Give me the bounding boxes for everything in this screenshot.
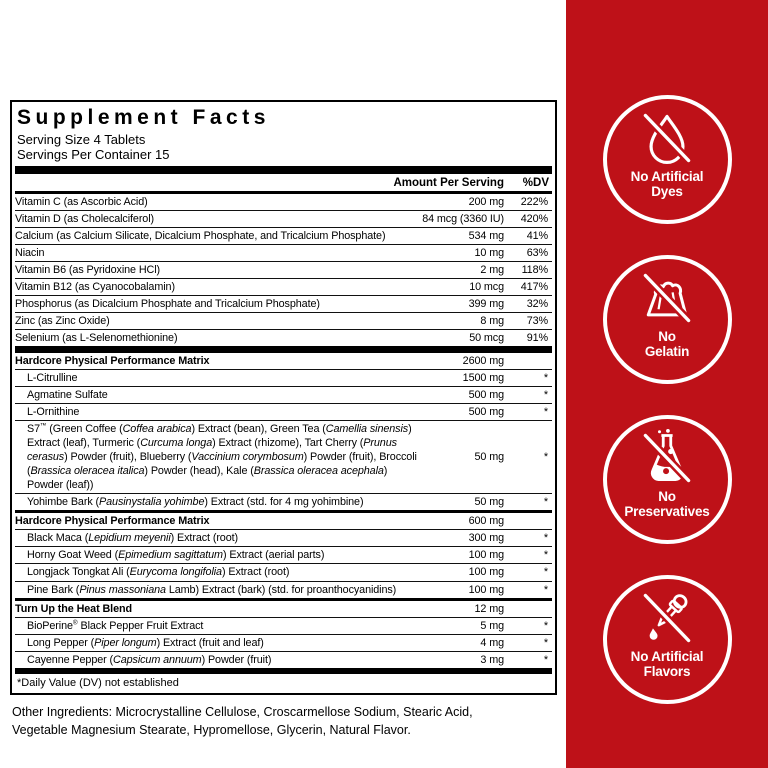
ingredient-amount: 100 mg: [468, 583, 504, 596]
benefit-badge: [603, 415, 732, 544]
ingredient-name: Yohimbe Bark (Pausinystalia yohimbe) Extract (std. for 4 mg yohimbine): [27, 496, 364, 509]
dv-footnote: *Daily Value (DV) not established: [15, 668, 552, 693]
ingredient-row: [15, 510, 552, 529]
ingredient-amount: 84 mcg (3360 IU): [422, 212, 504, 225]
badge-label: [645, 329, 689, 359]
ingredient-name: Black Maca (Lepidium meyenii) Extract (root): [27, 532, 239, 545]
ingredient-amount: 8 mg: [480, 315, 504, 328]
benefit-badge: [603, 255, 732, 384]
ingredient-name: Agmatine Sulfate: [27, 389, 108, 402]
ingredient-name: Vitamin B6 (as Pyridoxine HCl): [15, 263, 161, 276]
supplement-facts-title: Supplement Facts: [17, 106, 270, 129]
badge-label-line1: No Artificial: [630, 169, 704, 184]
ingredient-row: [15, 295, 552, 312]
amount-per-serving-header: Amount Per Serving: [393, 176, 504, 189]
ingredient-row: [15, 386, 552, 403]
ingredient-dv: *: [543, 566, 548, 579]
ingredient-row: [15, 278, 552, 295]
ingredient-amount: 100 mg: [468, 549, 504, 562]
ingredient-row: [15, 227, 552, 244]
ingredient-row: [15, 403, 552, 420]
ingredient-dv: *: [543, 372, 548, 385]
ingredient-amount: 100 mg: [468, 566, 504, 579]
ingredient-name: Turn Up the Heat Blend: [15, 602, 132, 615]
ingredient-name: Zinc (as Zinc Oxide): [15, 315, 110, 328]
badge-label: [631, 649, 704, 679]
ingredient-amount: 4 mg: [480, 636, 504, 649]
ingredient-row: [15, 581, 552, 598]
ingredient-row: [15, 329, 552, 346]
no-artificial-flavors-dropper-icon: [637, 588, 697, 648]
supplement-facts-panel: [10, 100, 557, 695]
ingredient-row: [15, 194, 552, 210]
ingredient-row: [15, 261, 552, 278]
ingredient-dv: *: [543, 451, 548, 464]
ingredient-row: [15, 546, 552, 563]
ingredient-dv: *: [543, 389, 548, 402]
ingredient-name: S7™ (Green Coffee (Coffea arabica) Extract (bean), Green Tea (Camellia sinensis) Extract (leaf), Turmeric (Curcuma longa) Extract (rhizome), Tart Cherry (Prunus cerasus) Powder (fruit), Blueberry (Vaccinium corymbosum) Powder (fruit), Broccoli (Brassica oleracea italica) Powder (head), Kale (Brassica oleracea acephala) Powder (leaf)): [27, 422, 417, 492]
other-ingredients: Other Ingredients: Microcrystalline Cellulose, Croscarmellose Sodium, Stearic Acid, Vegetable Magnesium Stearate, Hypromellose, Glycerin, Natural Flavor.: [12, 704, 473, 737]
ingredient-name: Longjack Tongkat Ali (Eurycoma longifolia) Extract (root): [27, 566, 290, 579]
ingredient-dv: 63%: [526, 246, 548, 259]
ingredient-dv: 420%: [520, 212, 548, 225]
ingredient-name: Pine Bark (Pinus massoniana Lamb) Extract (bark) (std. for proanthocyanidins): [27, 583, 397, 596]
ingredient-amount: 3 mg: [480, 653, 504, 666]
dv-header: %DV: [522, 176, 549, 189]
ingredient-amount: 50 mg: [474, 451, 504, 464]
badge-label-line1: No: [658, 329, 676, 344]
ingredient-name: Selenium (as L-Selenomethionine): [15, 332, 178, 345]
ingredient-name: Long Pepper (Piper longum) Extract (fruit and leaf): [27, 636, 264, 649]
ingredient-dv: *: [543, 532, 548, 545]
ingredient-name: Vitamin B12 (as Cyanocobalamin): [15, 280, 175, 293]
ingredient-name: L-Citrulline: [27, 372, 78, 385]
ingredient-name: Cayenne Pepper (Capsicum annuum) Powder (fruit): [27, 653, 272, 666]
thick-divider: [15, 166, 552, 174]
ingredient-amount: 399 mg: [468, 297, 504, 310]
benefit-badge: [603, 95, 732, 224]
ingredient-row: [15, 493, 552, 510]
ingredient-amount: 10 mg: [474, 246, 504, 259]
ingredient-dv: *: [543, 583, 548, 596]
no-preservatives-flask-icon: [637, 428, 697, 488]
ingredient-amount: 300 mg: [468, 532, 504, 545]
ingredient-row: [15, 634, 552, 651]
ingredient-dv: *: [543, 653, 548, 666]
ingredient-row: [15, 529, 552, 546]
ingredient-row: [15, 312, 552, 329]
ingredient-dv: *: [543, 619, 548, 632]
ingredient-amount: 5 mg: [480, 619, 504, 632]
ingredient-rows: [15, 194, 552, 668]
ingredient-name: Phosphorus (as Dicalcium Phosphate and Tricalcium Phosphate): [15, 297, 320, 310]
benefit-badge: [603, 575, 732, 704]
ingredient-amount: 2600 mg: [462, 355, 504, 368]
ingredient-amount: 10 mcg: [469, 280, 504, 293]
ingredient-amount: 12 mg: [474, 602, 504, 615]
ingredient-amount: 2 mg: [480, 263, 504, 276]
ingredient-dv: 91%: [526, 332, 548, 345]
ingredient-name: Niacin: [15, 246, 45, 259]
ingredient-name: Hardcore Physical Performance Matrix: [15, 515, 210, 528]
ingredient-dv: *: [543, 636, 548, 649]
ingredient-dv: 32%: [526, 297, 548, 310]
ingredient-row: [15, 420, 552, 493]
badge-label: [624, 489, 709, 519]
badge-label-line1: No: [658, 489, 676, 504]
badge-label-line2: Gelatin: [644, 344, 690, 360]
ingredient-amount: 1500 mg: [462, 372, 504, 385]
ingredient-amount: 500 mg: [468, 389, 504, 402]
ingredient-row: [15, 346, 552, 369]
ingredient-amount: 534 mg: [468, 229, 504, 242]
ingredient-dv: 73%: [526, 315, 548, 328]
no-artificial-dyes-droplet-icon: [637, 108, 697, 168]
ingredient-amount: 600 mg: [468, 515, 504, 528]
badge-label-line1: No Artificial: [630, 649, 704, 664]
ingredient-dv: 41%: [526, 229, 548, 242]
ingredient-row: [15, 598, 552, 617]
ingredient-row: [15, 617, 552, 634]
ingredient-amount: 200 mg: [468, 195, 504, 208]
ingredient-name: BioPerine® Black Pepper Fruit Extract: [27, 618, 204, 632]
ingredient-name: Horny Goat Weed (Epimedium sagittatum) Extract (aerial parts): [27, 549, 325, 562]
servings-per-container: Servings Per Container 15: [17, 147, 170, 163]
ingredient-name: Vitamin D (as Cholecalciferol): [15, 212, 155, 225]
ingredient-amount: 50 mg: [474, 496, 504, 509]
ingredient-name: Calcium (as Calcium Silicate, Dicalcium Phosphate, and Tricalcium Phosphate): [15, 229, 386, 242]
badge-label-line2: Dyes: [651, 184, 683, 200]
ingredient-dv: 417%: [520, 280, 548, 293]
ingredient-dv: *: [543, 406, 548, 419]
no-gelatin-icon: [637, 268, 697, 328]
badge-label-line2: Flavors: [643, 664, 691, 680]
ingredient-dv: 222%: [520, 195, 548, 208]
ingredient-amount: 50 mcg: [469, 332, 504, 345]
ingredient-row: [15, 244, 552, 261]
ingredient-dv: 118%: [521, 263, 548, 276]
supplement-label: [10, 100, 557, 739]
ingredient-name: Vitamin C (as Ascorbic Acid): [15, 195, 148, 208]
ingredient-name: Hardcore Physical Performance Matrix: [15, 355, 210, 368]
serving-size: Serving Size 4 Tablets: [17, 132, 146, 148]
badge-label-line2: Preservatives: [624, 504, 710, 520]
ingredient-row: [15, 369, 552, 386]
ingredient-dv: *: [543, 549, 548, 562]
column-headers: [15, 174, 552, 194]
benefits-sidebar: [566, 0, 768, 768]
ingredient-dv: *: [543, 496, 548, 509]
ingredient-row: [15, 651, 552, 668]
ingredient-row: [15, 563, 552, 580]
badge-label: [631, 169, 704, 199]
ingredient-name: L-Ornithine: [27, 406, 80, 419]
ingredient-amount: 500 mg: [468, 406, 504, 419]
ingredient-row: [15, 210, 552, 227]
